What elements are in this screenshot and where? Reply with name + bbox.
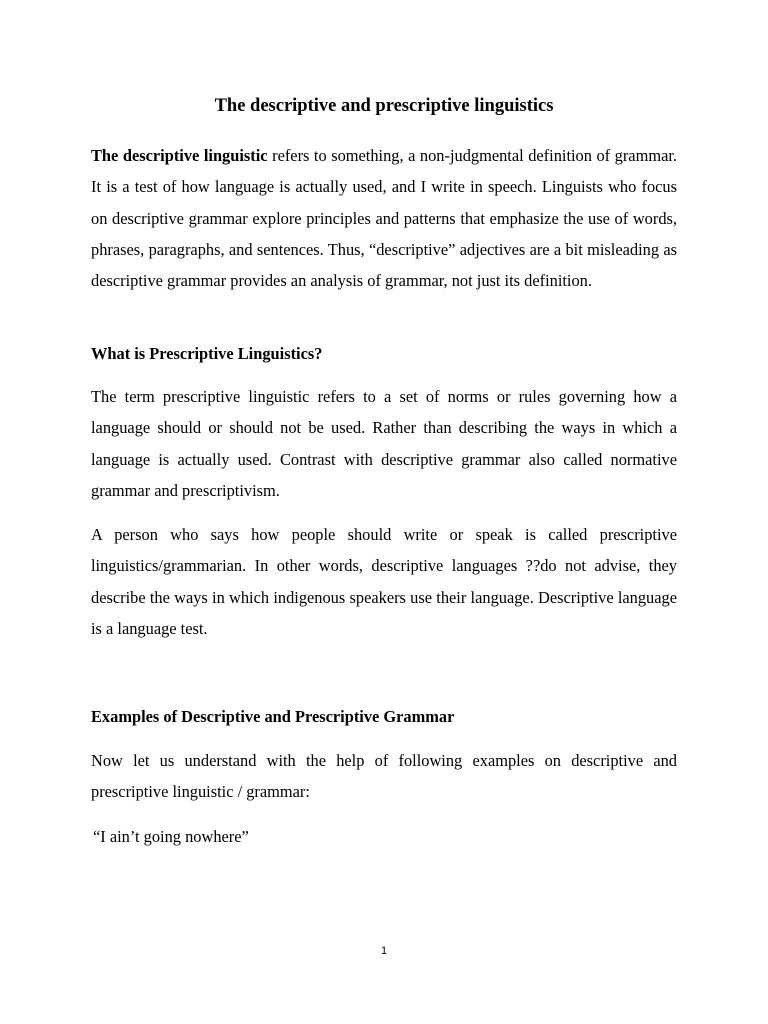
intro-paragraph bbox=[91, 140, 677, 296]
page-number: 1 bbox=[380, 945, 388, 957]
intro-body-text: refers to something, a non-judgmental definition of grammar. It is a test of how language is actually used, and I write in speech. Linguists who focus on descriptive grammar explore principles and patterns that emphasize the use of words, phrases, paragraphs, and sentences. Thus, “descriptive” adjectives are a bit misleading as descriptive grammar provides an analysis of grammar, not just its definition. bbox=[91, 146, 677, 291]
intro-lead-term: The descriptive linguistic bbox=[91, 146, 268, 165]
prescriptive-paragraph-1: The term prescriptive linguistic refers to a set of norms or rules governing how a language should or should not be used. Rather than describing the ways in which a language is actually used. Contrast with descriptive grammar also called normative grammar and prescriptivism. bbox=[91, 387, 677, 500]
prescriptive-paragraph-2: A person who says how people should write or speak is called prescriptive linguistics/grammarian. In other words, descriptive languages ??do not advise, they describe the ways in which indigenous speakers use their language. Descriptive language is a language test. bbox=[91, 525, 677, 638]
page-title: The descriptive and prescriptive linguistics bbox=[214, 96, 554, 116]
examples-heading: Examples of Descriptive and Prescriptive Grammar bbox=[91, 707, 455, 726]
examples-paragraph: Now let us understand with the help of following examples on descriptive and prescriptive linguistic / grammar: bbox=[91, 751, 677, 802]
prescriptive-heading: What is Prescriptive Linguistics? bbox=[91, 344, 323, 363]
example-quote: “I ain’t going nowhere” bbox=[93, 827, 249, 846]
